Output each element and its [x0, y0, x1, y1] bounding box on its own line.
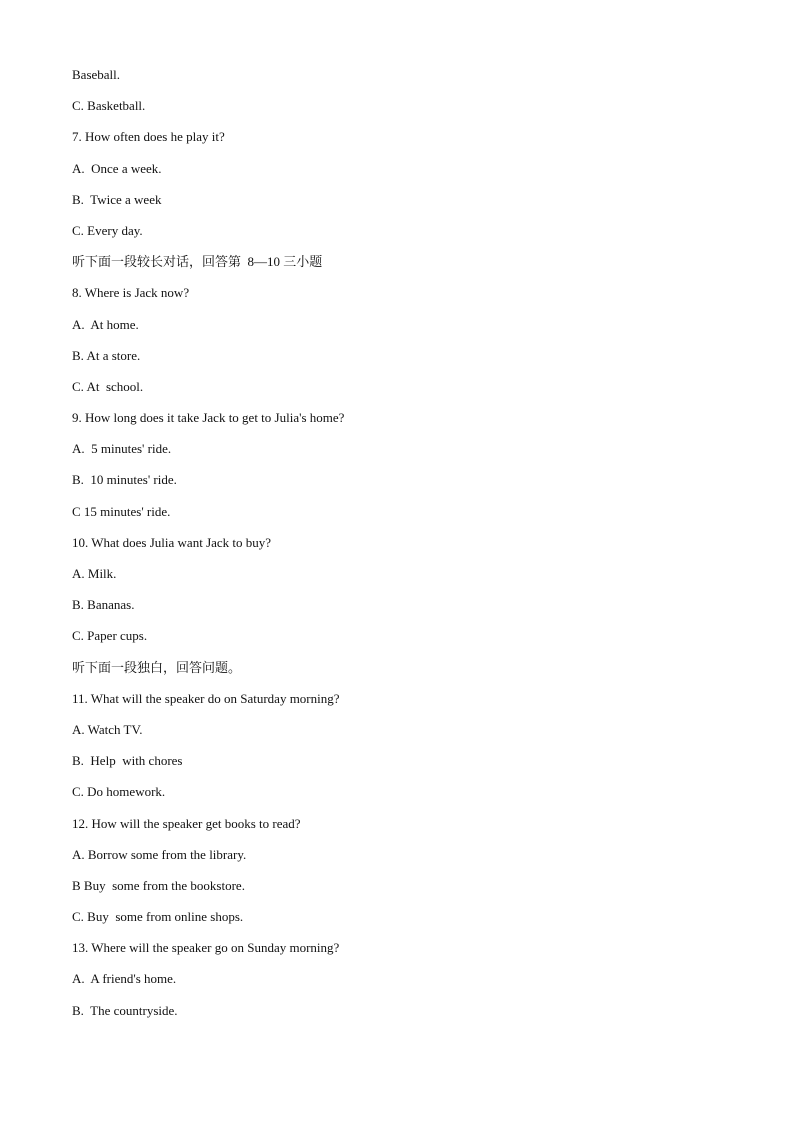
option-line: B. At a store. — [72, 347, 141, 363]
option-line: C. Do homework. — [72, 784, 166, 800]
option-line: A. Watch TV. — [72, 721, 143, 737]
option-line: C. Paper cups. — [72, 628, 148, 644]
option-line: A. A friend's home. — [72, 971, 177, 987]
option-line: A. At home. — [72, 316, 139, 332]
option-line: C. Buy some from online shops. — [72, 909, 244, 925]
option-line: Baseball. — [72, 67, 121, 82]
option-line: B. The countryside. — [72, 1002, 178, 1018]
option-line: A. Borrow some from the library. — [72, 846, 247, 862]
option-line: C. At school. — [72, 378, 144, 394]
question-line: 8. Where is Jack now? — [72, 285, 190, 301]
question-line: 12. How will the speaker get books to read? — [72, 815, 301, 831]
option-line: A. Once a week. — [72, 160, 162, 176]
question-line: 11. What will the speaker do on Saturday morning? — [72, 690, 340, 706]
question-line: 10. What does Julia want Jack to buy? — [72, 534, 272, 550]
option-line: A. 5 minutes' ride. — [72, 441, 172, 457]
option-line: C 15 minutes' ride. — [72, 503, 171, 519]
section-instruction: 听下面一段较长对话，回答第 8—10 三小题 — [72, 254, 323, 270]
option-line: A. Milk. — [72, 566, 117, 581]
option-line: C. Basketball. — [72, 98, 146, 114]
option-line: C. Every day. — [72, 222, 143, 238]
section-instruction: 听下面一段独白，回答问题。 — [72, 659, 242, 675]
question-line: 7. How often does he play it? — [72, 129, 225, 145]
option-line: B. Bananas. — [72, 597, 135, 613]
option-line: B. Help with chores — [72, 753, 183, 769]
question-line: 13. Where will the speaker go on Sunday morning? — [72, 940, 340, 956]
page-content — [72, 66, 722, 1033]
option-line: B. Twice a week — [72, 191, 162, 207]
option-line: B Buy some from the bookstore. — [72, 877, 245, 893]
option-line: B. 10 minutes' ride. — [72, 472, 177, 488]
question-line: 9. How long does it take Jack to get to Julia's home? — [72, 410, 345, 426]
